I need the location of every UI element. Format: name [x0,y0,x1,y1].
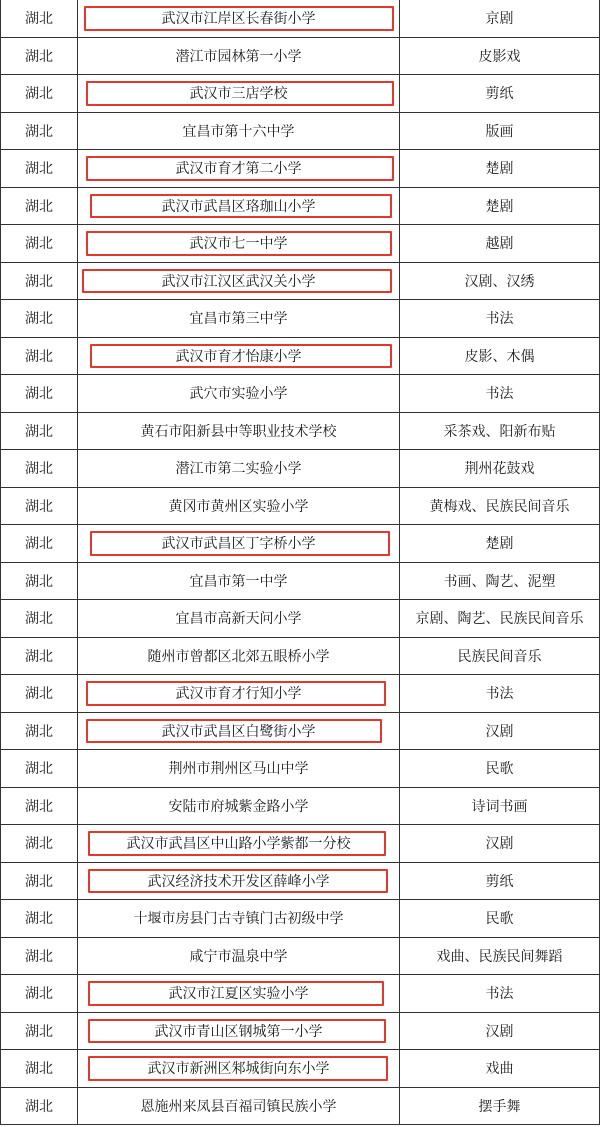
table-row [0,675,600,713]
school-name: 武汉市江夏区实验小学 [168,986,309,1003]
school-name: 安陆市府城紫金路小学 [168,798,309,815]
school-cell [78,788,400,825]
art-form-cell: 剪纸 [400,75,600,112]
table-row [0,75,600,113]
art-form-cell: 楚剧 [400,188,600,225]
school-cell [78,1013,400,1050]
province-cell: 湖北 [0,788,78,825]
art-form-cell: 黄梅戏、民族民间音乐 [400,488,600,525]
school-name: 武汉市武昌区珞珈山小学 [161,198,316,215]
table-row [0,750,600,788]
table-row [0,1088,600,1126]
province-cell: 湖北 [0,863,78,900]
school-name: 武汉市江岸区长春街小学 [161,11,316,28]
school-cell [78,938,400,975]
school-cell [78,188,400,225]
province-cell: 湖北 [0,150,78,187]
school-cell [78,563,400,600]
table-row [0,375,600,413]
table-row [0,413,600,451]
school-name: 随州市曾都区北郊五眼桥小学 [147,648,330,665]
school-cell [78,263,400,300]
art-form-cell: 汉剧 [400,713,600,750]
school-cell [78,638,400,675]
art-form-cell: 京剧 [400,0,600,37]
art-form-cell: 汉剧 [400,825,600,862]
school-cell [78,375,400,412]
table-row [0,1050,600,1088]
table-row [0,300,600,338]
art-form-cell: 摆手舞 [400,1088,600,1125]
school-cell [78,113,400,150]
province-cell: 湖北 [0,938,78,975]
school-name: 武汉市育才怡康小学 [175,348,302,365]
art-form-cell: 采茶戏、阳新布贴 [400,413,600,450]
art-form-cell: 民歌 [400,900,600,937]
province-cell: 湖北 [0,600,78,637]
table-row [0,263,600,301]
art-form-cell: 民族民间音乐 [400,638,600,675]
school-cell [78,863,400,900]
school-name: 武汉市武昌区中山路小学紫都一分校 [126,836,351,853]
table-row [0,188,600,226]
art-form-cell: 书法 [400,375,600,412]
school-cell [78,713,400,750]
province-cell: 湖北 [0,713,78,750]
province-cell: 湖北 [0,638,78,675]
school-cell [78,975,400,1012]
school-cell [78,150,400,187]
table-row [0,225,600,263]
school-name: 黄冈市黄州区实验小学 [168,498,309,515]
art-form-cell: 诗词书画 [400,788,600,825]
school-cell [78,600,400,637]
school-name: 武穴市实验小学 [189,386,288,403]
province-cell: 湖北 [0,338,78,375]
school-name: 武汉市江汉区武汉关小学 [161,273,316,290]
art-form-cell: 越剧 [400,225,600,262]
table-row [0,338,600,376]
art-form-cell: 汉剧 [400,1013,600,1050]
province-cell: 湖北 [0,900,78,937]
school-name: 潜江市园林第一小学 [175,48,302,65]
table-row [0,863,600,901]
school-cell [78,75,400,112]
province-cell: 湖北 [0,525,78,562]
province-cell: 湖北 [0,225,78,262]
art-form-cell: 书法 [400,975,600,1012]
table-row [0,975,600,1013]
table-row [0,1013,600,1051]
school-name: 宜昌市第一中学 [189,573,288,590]
province-cell: 湖北 [0,113,78,150]
school-name: 武汉市育才行知小学 [175,686,302,703]
table-row [0,825,600,863]
province-cell: 湖北 [0,375,78,412]
province-cell: 湖北 [0,0,78,37]
province-cell: 湖北 [0,300,78,337]
table-row [0,525,600,563]
school-name: 荆州市荆州区马山中学 [168,761,309,778]
table-row [0,900,600,938]
table-row [0,563,600,601]
school-cell [78,0,400,37]
province-cell: 湖北 [0,675,78,712]
table-row [0,713,600,751]
art-form-cell: 楚剧 [400,150,600,187]
school-name: 十堰市房县门古寺镇门古初级中学 [133,911,344,928]
art-form-cell: 荆州花鼓戏 [400,450,600,487]
school-name: 潜江市第二实验小学 [175,461,302,478]
table-row [0,788,600,826]
school-name: 恩施州来凤县百福司镇民族小学 [140,1098,337,1115]
school-name: 武汉市武昌区丁字桥小学 [161,536,316,553]
art-form-cell: 京剧、陶艺、民族民间音乐 [400,600,600,637]
school-cell [78,225,400,262]
school-cell [78,450,400,487]
school-cell [78,675,400,712]
art-form-cell: 戏曲、民族民间舞蹈 [400,938,600,975]
school-name: 武汉市三店学校 [189,86,288,103]
province-cell: 湖北 [0,450,78,487]
province-cell: 湖北 [0,263,78,300]
school-name: 宜昌市第三中学 [189,311,288,328]
table-row [0,488,600,526]
school-cell [78,413,400,450]
table-row [0,638,600,676]
art-form-cell: 民歌 [400,750,600,787]
province-cell: 湖北 [0,188,78,225]
art-form-cell: 书画、陶艺、泥塑 [400,563,600,600]
school-name: 武汉市育才第二小学 [175,161,302,178]
school-name: 黄石市阳新县中等职业技术学校 [140,423,337,440]
province-cell: 湖北 [0,563,78,600]
art-form-cell: 剪纸 [400,863,600,900]
school-cell [78,488,400,525]
province-cell: 湖北 [0,1088,78,1125]
table-row [0,38,600,76]
school-name: 咸宁市温泉中学 [189,948,288,965]
table-row [0,600,600,638]
table-row [0,113,600,151]
school-cell [78,525,400,562]
table-row [0,150,600,188]
school-name: 宜昌市第十六中学 [182,123,295,140]
province-cell: 湖北 [0,750,78,787]
art-form-cell: 书法 [400,675,600,712]
table-row [0,0,600,38]
school-name: 武汉经济技术开发区薛峰小学 [147,873,330,890]
province-cell: 湖北 [0,825,78,862]
art-form-cell: 书法 [400,300,600,337]
province-cell: 湖北 [0,975,78,1012]
art-form-cell: 汉剧、汉绣 [400,263,600,300]
school-cell [78,1088,400,1125]
school-name: 宜昌市高新天问小学 [175,611,302,628]
school-name: 武汉市青山区钢城第一小学 [154,1023,323,1040]
school-cell [78,750,400,787]
art-form-cell: 皮影戏 [400,38,600,75]
school-name: 武汉市武昌区白鹭街小学 [161,723,316,740]
province-cell: 湖北 [0,1050,78,1087]
school-cell [78,338,400,375]
school-cell [78,900,400,937]
art-form-cell: 戏曲 [400,1050,600,1087]
art-form-cell: 皮影、木偶 [400,338,600,375]
province-cell: 湖北 [0,75,78,112]
school-name: 武汉市七一中学 [189,236,288,253]
table-row [0,450,600,488]
province-cell: 湖北 [0,38,78,75]
school-cell [78,1050,400,1087]
art-form-cell: 楚剧 [400,525,600,562]
table-row [0,938,600,976]
province-cell: 湖北 [0,1013,78,1050]
school-name: 武汉市新洲区邾城街向东小学 [147,1061,330,1078]
province-cell: 湖北 [0,413,78,450]
province-cell: 湖北 [0,488,78,525]
art-form-cell: 版画 [400,113,600,150]
school-cell [78,300,400,337]
school-cell [78,825,400,862]
school-cell [78,38,400,75]
